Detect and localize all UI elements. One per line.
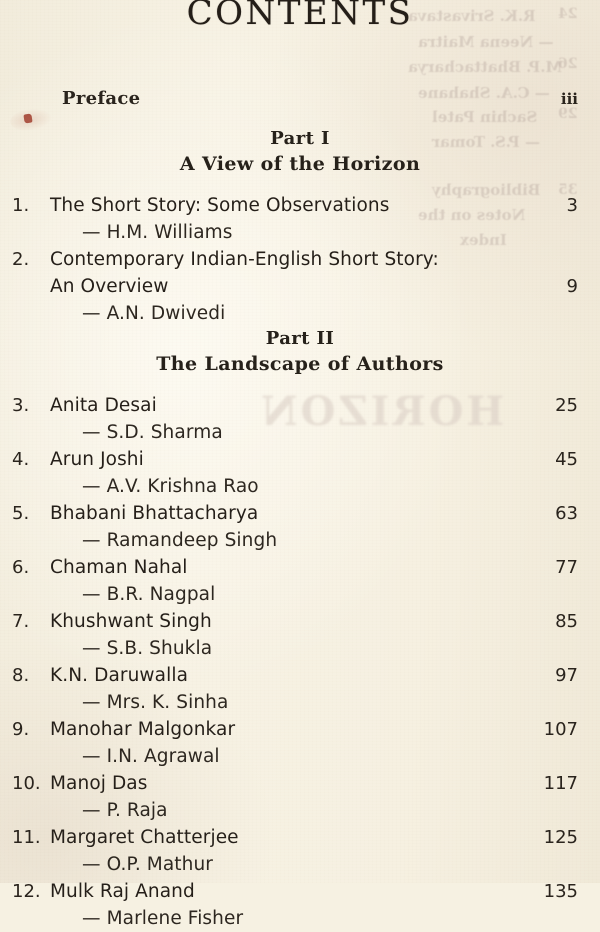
toc-entry[interactable]	[0, 500, 600, 554]
toc-entry-main	[0, 824, 600, 851]
bleed-line: M.P. Bhattacharya	[408, 58, 563, 76]
toc-entry-title: Khushwant Singh	[50, 611, 212, 632]
toc-entry[interactable]	[0, 554, 600, 608]
toc-entry-author: — H.M. Williams	[82, 222, 233, 243]
toc-entry-author: — S.D. Sharma	[82, 422, 223, 443]
toc-entry-number: 9.	[12, 719, 30, 740]
toc-entry-page: 25	[555, 395, 578, 416]
toc-entry-author: — A.V. Krishna Rao	[82, 476, 259, 497]
toc-entry[interactable]	[0, 716, 600, 770]
toc-entry-author: — I.N. Agrawal	[82, 746, 220, 767]
toc-entry-title: Chaman Nahal	[50, 557, 188, 578]
toc-entry-main	[0, 770, 600, 797]
toc-entry-title-line2: An Overview	[50, 276, 169, 297]
part-subtitle: The Landscape of Authors	[156, 353, 444, 375]
toc-entry-main	[0, 608, 600, 635]
toc-entry-number: 1.	[12, 195, 30, 216]
toc-entry-page: 63	[555, 503, 578, 524]
toc-entry[interactable]	[0, 662, 600, 716]
toc-entry[interactable]	[0, 608, 600, 662]
bleed-line: — P.S. Tomar	[432, 133, 540, 151]
toc-entry-title: The Short Story: Some Observations	[50, 195, 390, 216]
bleed-line: — Neena Maitra	[418, 33, 554, 51]
part-label: Part I	[270, 128, 330, 149]
bleed-line: Bibliography	[432, 181, 541, 199]
bleed-line: Notes on the	[418, 206, 526, 224]
part-heading-1	[0, 126, 600, 178]
bleed-line: Index	[460, 231, 507, 249]
toc-entry[interactable]	[0, 878, 600, 932]
bleed-number: 29	[558, 106, 578, 122]
toc-entry[interactable]	[0, 446, 600, 500]
toc-entry-title-line1: Contemporary Indian-English Short Story:	[50, 249, 439, 270]
preface-row[interactable]	[62, 88, 578, 109]
page-title: CONTENTS	[186, 0, 414, 33]
toc-part-2	[0, 392, 600, 932]
toc-entry-page: 45	[555, 449, 578, 470]
toc-entry[interactable]	[0, 246, 600, 327]
preface-page-number: iii	[560, 90, 578, 108]
toc-entry-title	[50, 246, 536, 300]
bleed-line: — C.A. Shahane	[418, 84, 550, 102]
toc-entry-title: Bhabani Bhattacharya	[50, 503, 259, 524]
toc-entry-author: — P. Raja	[82, 800, 168, 821]
toc-entry-number: 10.	[12, 773, 41, 794]
toc-entry-title: Arun Joshi	[50, 449, 144, 470]
bleed-line: R.K. Srivastava	[408, 7, 536, 25]
toc-entry-number: 12.	[12, 881, 41, 902]
toc-entry-number: 3.	[12, 395, 30, 416]
toc-entry-main	[0, 192, 600, 219]
toc-entry[interactable]	[0, 192, 600, 246]
toc-entry-number: 6.	[12, 557, 30, 578]
bleed-line: Sachin Patel	[432, 108, 538, 126]
toc-entry-page: 9	[566, 276, 578, 297]
toc-entry-author: — Mrs. K. Sinha	[82, 692, 229, 713]
bleed-number: 26	[558, 56, 578, 72]
toc-entry-number: 7.	[12, 611, 30, 632]
bleed-number: 35	[558, 182, 578, 198]
toc-entry-page: 97	[555, 665, 578, 686]
ink-smudge	[23, 113, 32, 123]
toc-entry-number: 5.	[12, 503, 30, 524]
toc-entry-page: 117	[543, 773, 578, 794]
toc-entry-page: 107	[543, 719, 578, 740]
toc-entry-main	[0, 246, 600, 300]
toc-entry-main	[0, 662, 600, 689]
toc-entry-number: 8.	[12, 665, 30, 686]
toc-entry-author: — Marlene Fisher	[82, 908, 244, 929]
toc-entry-author: — B.R. Nagpal	[82, 584, 216, 605]
toc-entry-page: 77	[555, 557, 578, 578]
toc-entry-title: Manoj Das	[50, 773, 148, 794]
toc-entry-main	[0, 878, 600, 905]
toc-entry-author: — A.N. Dwivedi	[82, 303, 226, 324]
toc-entry-page: 85	[555, 611, 578, 632]
toc-entry[interactable]	[0, 392, 600, 446]
toc-entry-number: 11.	[12, 827, 41, 848]
toc-entry-author: — O.P. Mathur	[82, 854, 214, 875]
toc-entry-page: 125	[543, 827, 578, 848]
toc-entry-main	[0, 716, 600, 743]
part-label: Part II	[265, 328, 335, 349]
toc-entry-number: 2.	[12, 249, 30, 270]
toc-entry-author: — S.B. Shukla	[82, 638, 213, 659]
toc-entry-title: Mulk Raj Anand	[50, 881, 195, 902]
toc-entry-title: K.N. Daruwalla	[50, 665, 189, 686]
toc-entry-author: — Ramandeep Singh	[82, 530, 278, 551]
toc-entry-main	[0, 554, 600, 581]
toc-entry-main	[0, 392, 600, 419]
toc-entry-title: Margaret Chatterjee	[50, 827, 239, 848]
toc-entry-number: 4.	[12, 449, 30, 470]
toc-entry-title: Manohar Malgonkar	[50, 719, 236, 740]
toc-entry-main	[0, 446, 600, 473]
part-heading-2	[0, 326, 600, 378]
toc-entry-title: Anita Desai	[50, 395, 157, 416]
toc-entry[interactable]	[0, 824, 600, 878]
toc-part-1	[0, 192, 600, 327]
bleed-number: 24	[558, 6, 578, 22]
toc-entry-main	[0, 500, 600, 527]
toc-entry-page: 3	[566, 195, 578, 216]
part-subtitle: A View of the Horizon	[179, 153, 421, 175]
toc-entry-page: 135	[543, 881, 578, 902]
toc-entry[interactable]	[0, 770, 600, 824]
bleed-big-heading: HORIZON	[258, 388, 505, 435]
preface-label: Preface	[62, 88, 141, 109]
